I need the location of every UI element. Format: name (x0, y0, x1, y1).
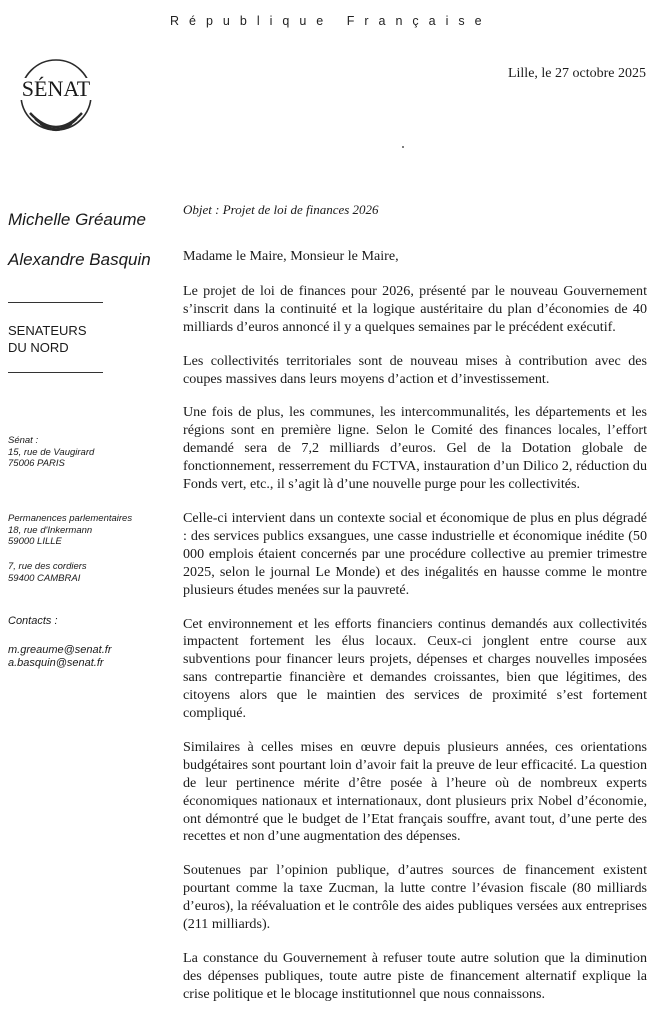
senat-logo (8, 55, 104, 147)
paragraph: La constance du Gouvernement à refuser toute autre solution que la diminution des dépenses publiques, toute autre piste de financement alternatif explique la crise politique et le blocage institutionnel que nous connaissons. (183, 950, 647, 1002)
letter-date: Lille, le 27 octobre 2025 (507, 66, 646, 81)
senat-address: Sénat : 15, rue de Vaugirard 75006 PARIS (8, 435, 95, 469)
paragraph: Celle-ci intervient dans un contexte social et économique de plus en plus dégradé : des services publics exsangues, une casse industrielle et économique inédite (50 000 emplois étaient concernés par une procédure collective au premier trimestre 2025, selon le journal Le Monde) et des inégalités en hausse comme le montre plusieurs études menées sur la pauvreté. (183, 509, 647, 598)
letter-body (183, 248, 647, 1020)
republic-header: République Française (170, 14, 492, 28)
paragraph: Les collectivités territoriales sont de nouveau mises à contribution avec des coupes massives dans leurs moyens d’action et d’investissement. (183, 352, 647, 387)
contact-emails (8, 644, 112, 670)
senator-name: Michelle Gréaume (8, 210, 146, 229)
divider (8, 302, 103, 303)
permanence-cambrai-address: 7, rue des cordiers 59400 CAMBRAI (8, 561, 87, 584)
stray-mark (402, 146, 404, 148)
contacts-label: Contacts : (8, 615, 58, 627)
letter-subject: Objet : Projet de loi de finances 2026 (183, 202, 379, 217)
salutation: Madame le Maire, Monsieur le Maire, (183, 248, 399, 264)
email-link[interactable]: a.basquin@senat.fr (8, 657, 104, 669)
paragraph: Une fois de plus, les communes, les intercommunalités, les départements et les régions sont en première ligne. Selon le Comité des finances locales, l’effort demandé sera de 7,2 milliards d’euros. Gel de la Dotation globale de fonctionnement, resserrement du FCTVA, instauration d’un Dilico 2, réduction du Fonds vert, etc., il s’agit là d’une nouvelle purge pour les collectivités. (183, 404, 647, 493)
email-link[interactable]: m.greaume@senat.fr (8, 644, 112, 656)
senator-group: SENATEURS DU NORD (8, 323, 87, 355)
divider (8, 372, 103, 373)
senator-name: Alexandre Basquin (8, 250, 151, 269)
paragraph: Similaires à celles mises en œuvre depuis plusieurs années, ces orientations budgétaires sont pourtant loin d’avoir fait la preuve de leur efficacité. La question de leur pertinence mérite d’être posée à l’heure où de nombreux experts économiques nationaux et internationaux, dont plusieurs prix Nobel d’économie, ont démontré que le budget de l’Etat français souffre, avant tout, d’une perte des recettes et non d’une augmentation des dépenses. (183, 738, 647, 845)
paragraph: Cet environnement et les efforts financiers continus demandés aux collectivités impactent fortement les élus locaux. Ceux-ci jonglent entre course aux subventions pour financer leurs projets, dépenses et charges nouvelles imposées sans contrepartie financière et demandes croissantes, bien que légitimes, des citoyens alors que le maintien des services de proximité s’est fortement compliqué. (183, 615, 647, 722)
logo-text: SÉNAT (21, 76, 91, 101)
paragraph: Soutenues par l’opinion publique, d’autres sources de financement existent pourtant comme la taxe Zucman, la lutte contre l’évasion fiscale (80 milliards d’euros), la réévaluation et le contrôle des aides publiques versées aux entreprises (211 milliards). (183, 862, 647, 933)
permanence-lille-address: Permanences parlementaires 18, rue d'Inkermann 59000 LILLE (8, 513, 133, 547)
paragraph: Le projet de loi de finances pour 2026, présenté par le nouveau Gouvernement s’inscrit dans la continuité et la logique austéritaire du plan d’économies de 40 milliards d’euros annoncé il y a quelques semaines par le précédent exécutif. (183, 282, 647, 335)
